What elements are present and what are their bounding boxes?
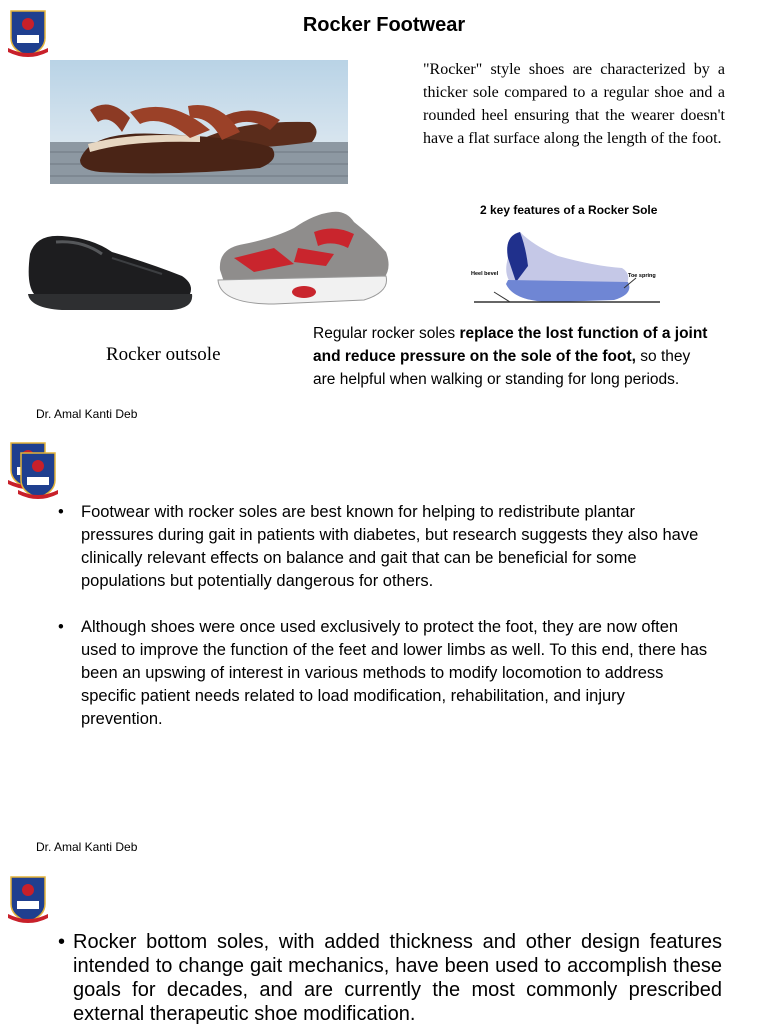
- slide-title: Rocker Footwear: [302, 14, 466, 36]
- regular-text-end: so they are helpful when walking or standing for long periods.: [313, 348, 691, 388]
- author-name: Dr. Amal Kanti Deb: [36, 840, 138, 854]
- author-name: Dr. Amal Kanti Deb: [36, 407, 138, 421]
- benefits-bullet-list: [58, 501, 708, 754]
- slide-rocker-benefits: [0, 430, 768, 860]
- intro-paragraph: "Rocker" style shoes are characterized by a thicker sole compared to a regular shoe and a rounded heel ensuring that the wearer doesn't have a flat surface along the length of the foot.: [423, 61, 725, 147]
- red-rocker-shoe-photo: [214, 208, 392, 310]
- black-rocker-shoe-photo: [22, 224, 198, 316]
- regular-text-start: Regular rocker soles: [313, 325, 460, 342]
- slide-rocker-footwear: [0, 0, 768, 430]
- diagram-title: 2 key features of a Rocker Sole: [480, 203, 658, 217]
- regular-rocker-paragraph: [313, 322, 713, 391]
- bullet-item: • Although shoes were once used exclusively to protect the foot, they are now often used to improve the function of the feet and lower limbs as well. To this end, there has been an upswing of interest in various methods to modify locomotion to address specific patient needs related to load modification, rehabilitation, and injury prevention.: [58, 616, 708, 731]
- rocker-bottom-bullet: • Rocker bottom soles, with added thickness and other design features intended to change gait mechanics, have been used to accomplish these goals for decades, and are currently the most commonly prescribed external therapeutic shoe modification.: [58, 930, 722, 1024]
- toe-spring-label: Toe spring: [628, 273, 656, 279]
- university-logo-overlay: [18, 450, 58, 500]
- sandal-photo: [50, 60, 348, 184]
- university-logo: [8, 874, 48, 924]
- rocker-sole-diagram: [464, 222, 664, 308]
- regular-text-bold: replace the lost function of a joint and reduce pressure on the sole of the foot,: [313, 325, 708, 365]
- bullet-item: • Footwear with rocker soles are best known for helping to redistribute plantar pressures during gait in patients with diabetes, but research suggests they also have clinically relevant effects on balance and gait that can be beneficial for some populations but potentially dangerous for others.: [58, 501, 708, 593]
- heel-bevel-label: Heel bevel: [471, 271, 499, 277]
- slide-rocker-bottom-soles: [0, 860, 768, 1024]
- rocker-outsole-caption: Rocker outsole: [106, 344, 221, 365]
